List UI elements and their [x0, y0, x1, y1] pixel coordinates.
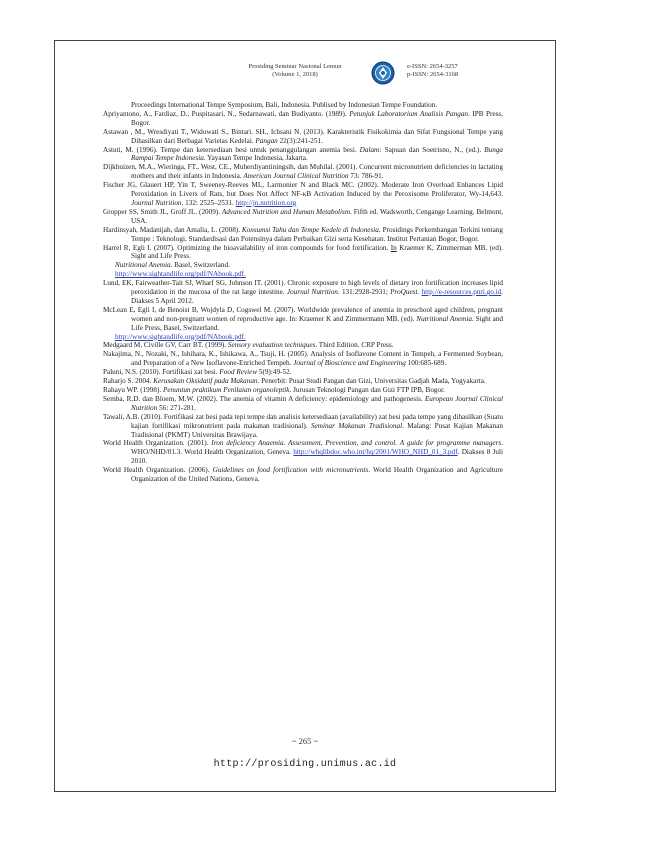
page-number: ~ 265 ~: [291, 736, 319, 746]
reference-list: [103, 101, 503, 484]
reference-link[interactable]: http://jn.nutrition.org: [235, 198, 297, 207]
university-logo-icon: [371, 61, 395, 85]
reference-link[interactable]: http://www.sightandlife.org/pdf/NAbook.pdf.: [115, 270, 246, 279]
reference-item: Harrel R, Egli I. (2007). Optimizing the bioavailability of iron compounds for food fortification. In Kraemer K, Zimmerman MB. (ed). Sight and Life Press.: [103, 243, 503, 261]
proceedings-title-line1: Prosiding Seminar Nasional Lemun: [248, 63, 342, 70]
reference-item: McLean E, Egli I, de Benoist B, Wojdyla D, Cogswel M. (2007). Worldwide prevalence of anemia in preschool aged children, pregnant women and non-pregnant women of reproductive age. In: Kraemer K and Zimmermann MB. (ed). Nutritional Anemia. Sight and Life Press, Basel, Switzerland.: [103, 305, 503, 332]
reference-item: Proceedings International Tempe Symposium, Bali, Indonesia. Publised by Indonesian Tempe Foundation.: [131, 101, 438, 109]
reference-item: Semba, R.D. dan Bloem, M.W. (2002). The anemia of vitamin A deficiency: epidemiology and pathogenesis. European Journal Clinical Nutrition 56: 271-281.: [103, 394, 503, 412]
reference-link[interactable]: http://whqlibdoc.who.int/hq/2001/WHO_NHD_01_3.pdf: [293, 448, 458, 457]
page-header: [55, 61, 555, 101]
proceedings-title: [225, 63, 365, 79]
reference-item: Fischer JG, Glauert HP, Yin T, Sweeney-Reeves ML, Larmonier N and Black MC. (2002). Moderate Iron Overload Enhances Lipid Peroxidation in Livers of Rats, but Does Not Affect NF-κB Activation Induced by the Peroxisome Proliferator, Wy-14,643. Journal Nutrition. 132: 2525–2531. http://jn.nutrition.org: [103, 181, 503, 207]
reference-item: Raharjo S. 2004. Kerusakan Oksidatif pada Makanan. Penerbit: Pusat Studi Pangan dan Gizi, Universitas Gadjah Mada, Yogyakarta.: [103, 377, 486, 386]
p-issn: p-ISSN: 2654-3168: [407, 71, 459, 78]
reference-item: Gropper SS, Smith JL, Groff JL. (2009). Advanced Nutrition and Human Metabolism. Fifth ed. Wadsworth, Cengange Learning. Belmont, USA.: [103, 207, 503, 225]
reference-item: Nakajima, N., Nozaki, N., Ishihara, K., Ishikawa, A., Tsuji, H. (2005). Analysis of Isoflavone Content in Tempeh, a Fermented Soybean, and Preparation of a New Isoflavone-Enriched Tempeh. Journal of Bioscience and Engineering 100:685-689.: [103, 350, 503, 368]
reference-item: Tawali, A.B. (2010). Fortifikasi zat besi pada tepi tempe dan analisis ketersediaan (availability) zat besi pada tempe yang dihasilkan (Suatu kajian fortifikasi mikronutrient pada makanan tradisional). Seminar Makanan Tradisional. Malang: Pusat Kajian Makanan Tradisional (PKMT) Universitas Brawijaya.: [103, 412, 503, 439]
reference-item: World Health Organization. (2006). Guidelines on food fortification with micronutrients. World Health Organization and Agriculture Organization of the United Nations, Geneva.: [103, 466, 503, 484]
reference-item: Paluni, N.S. (2010). Fortifikasi zat besi. Food Review 5(9):49-52.: [103, 368, 292, 377]
reference-link[interactable]: http://www.sightandlife.org/pdf/NAbook.pdf.: [115, 332, 246, 341]
reference-item: World Health Organization. (2001). Iron deficiency Anaemia. Assessment, Prevention, and control. A guide for programme managers. WHO/NHD/01.3. World Health Organization, Geneva. http://whqlibdoc.who.int/hq/2001/WHO_NHD_01_3.pdf. Diakses 8 Juli 2010.: [103, 439, 504, 466]
reference-item: Medgaard M, Civille GV, Carr BT. (1999). Sensory evaluation techniques. Third Edition. CRP Press.: [103, 341, 394, 350]
reference-item: Astuti, M. (1996). Tempe dan ketersediaan besi untuk penanggulangan anemia besi. Dalam: Sapuan dan Soetrisno, N., (ed.). Bunga Rampai Tempe Indonesia. Yayasan Tempe Indonesia, Jakarta.: [103, 145, 504, 163]
reference-item: Rahayu WP. (1998). Penuntun praktikum Penilaian organoleptik. Jurusan Teknologi Pangan dan Gizi FTP IPB, Bogor.: [103, 386, 445, 394]
reference-item: Dijkhuizen, M.A., Wieringa, FT., West, CE., Muherdiyantiningsih, dan Muhilal. (2001). Concurrent micronutrient deficiencies in lactating mothers and their infants in Indonesia. American Journal Clinical Nutrition 73: 786-91.: [103, 163, 503, 181]
reference-link[interactable]: http://e-resources.pnri.go.id: [421, 288, 502, 297]
reference-item: Apriyantono, A., Fardiaz, D., Puspitasari, N., Sedarnawati, dan Budiyanto. (1989). Petunjuk Laboratorium Analisis Pangan. IPB Press, Bogor.: [103, 109, 503, 127]
e-issn: e-ISSN: 2654-3257: [407, 63, 458, 70]
footer-url[interactable]: http://prosiding.unimus.ac.id: [213, 759, 397, 770]
document-page: [54, 40, 556, 792]
reference-item: Hardinsyah, Madanijah, dan Amalia, L. (2008). Konsumsi Tahu dan Tempe Kedele di Indonesia. Prosidings Perkembangan Terkini tentang Tempe : Teknologi, Standardisasi dan Potensinya dalam Perbaikan Gizi serta Kesehatan. Institut Pertanian Bogor, Bogor.: [103, 225, 503, 243]
reference-item: Astawan , M., Wresdiyati T., Widowati S., Bintari. SH., Ichsani N. (2013). Karakteristik Fisikokimia dan Sifat Fungsional Tempe yang Dihasilkan dari Berbagai Varietas Kedelai. Pangan 22(3):241-251.: [103, 127, 503, 145]
reference-item-continued: Nutritional Anemia. Basel, Switzerland.: [115, 261, 230, 270]
proceedings-title-line2: (Volume 1, 2018): [272, 71, 318, 78]
reference-item: Lund, EK, Fairweather-Tait SJ, Wharf SG, Johnson IT. (2001). Chronic exposure to high levels of dietary iron fortification increases lipid peroxidation in the mucosa of the rat large intestine. Journal Nutrition. 131:2928-2931; ProQuest. http://e-resources.pnri.go.id. Diakses 5 April 2012.: [103, 279, 503, 305]
issn-block: [407, 63, 458, 79]
